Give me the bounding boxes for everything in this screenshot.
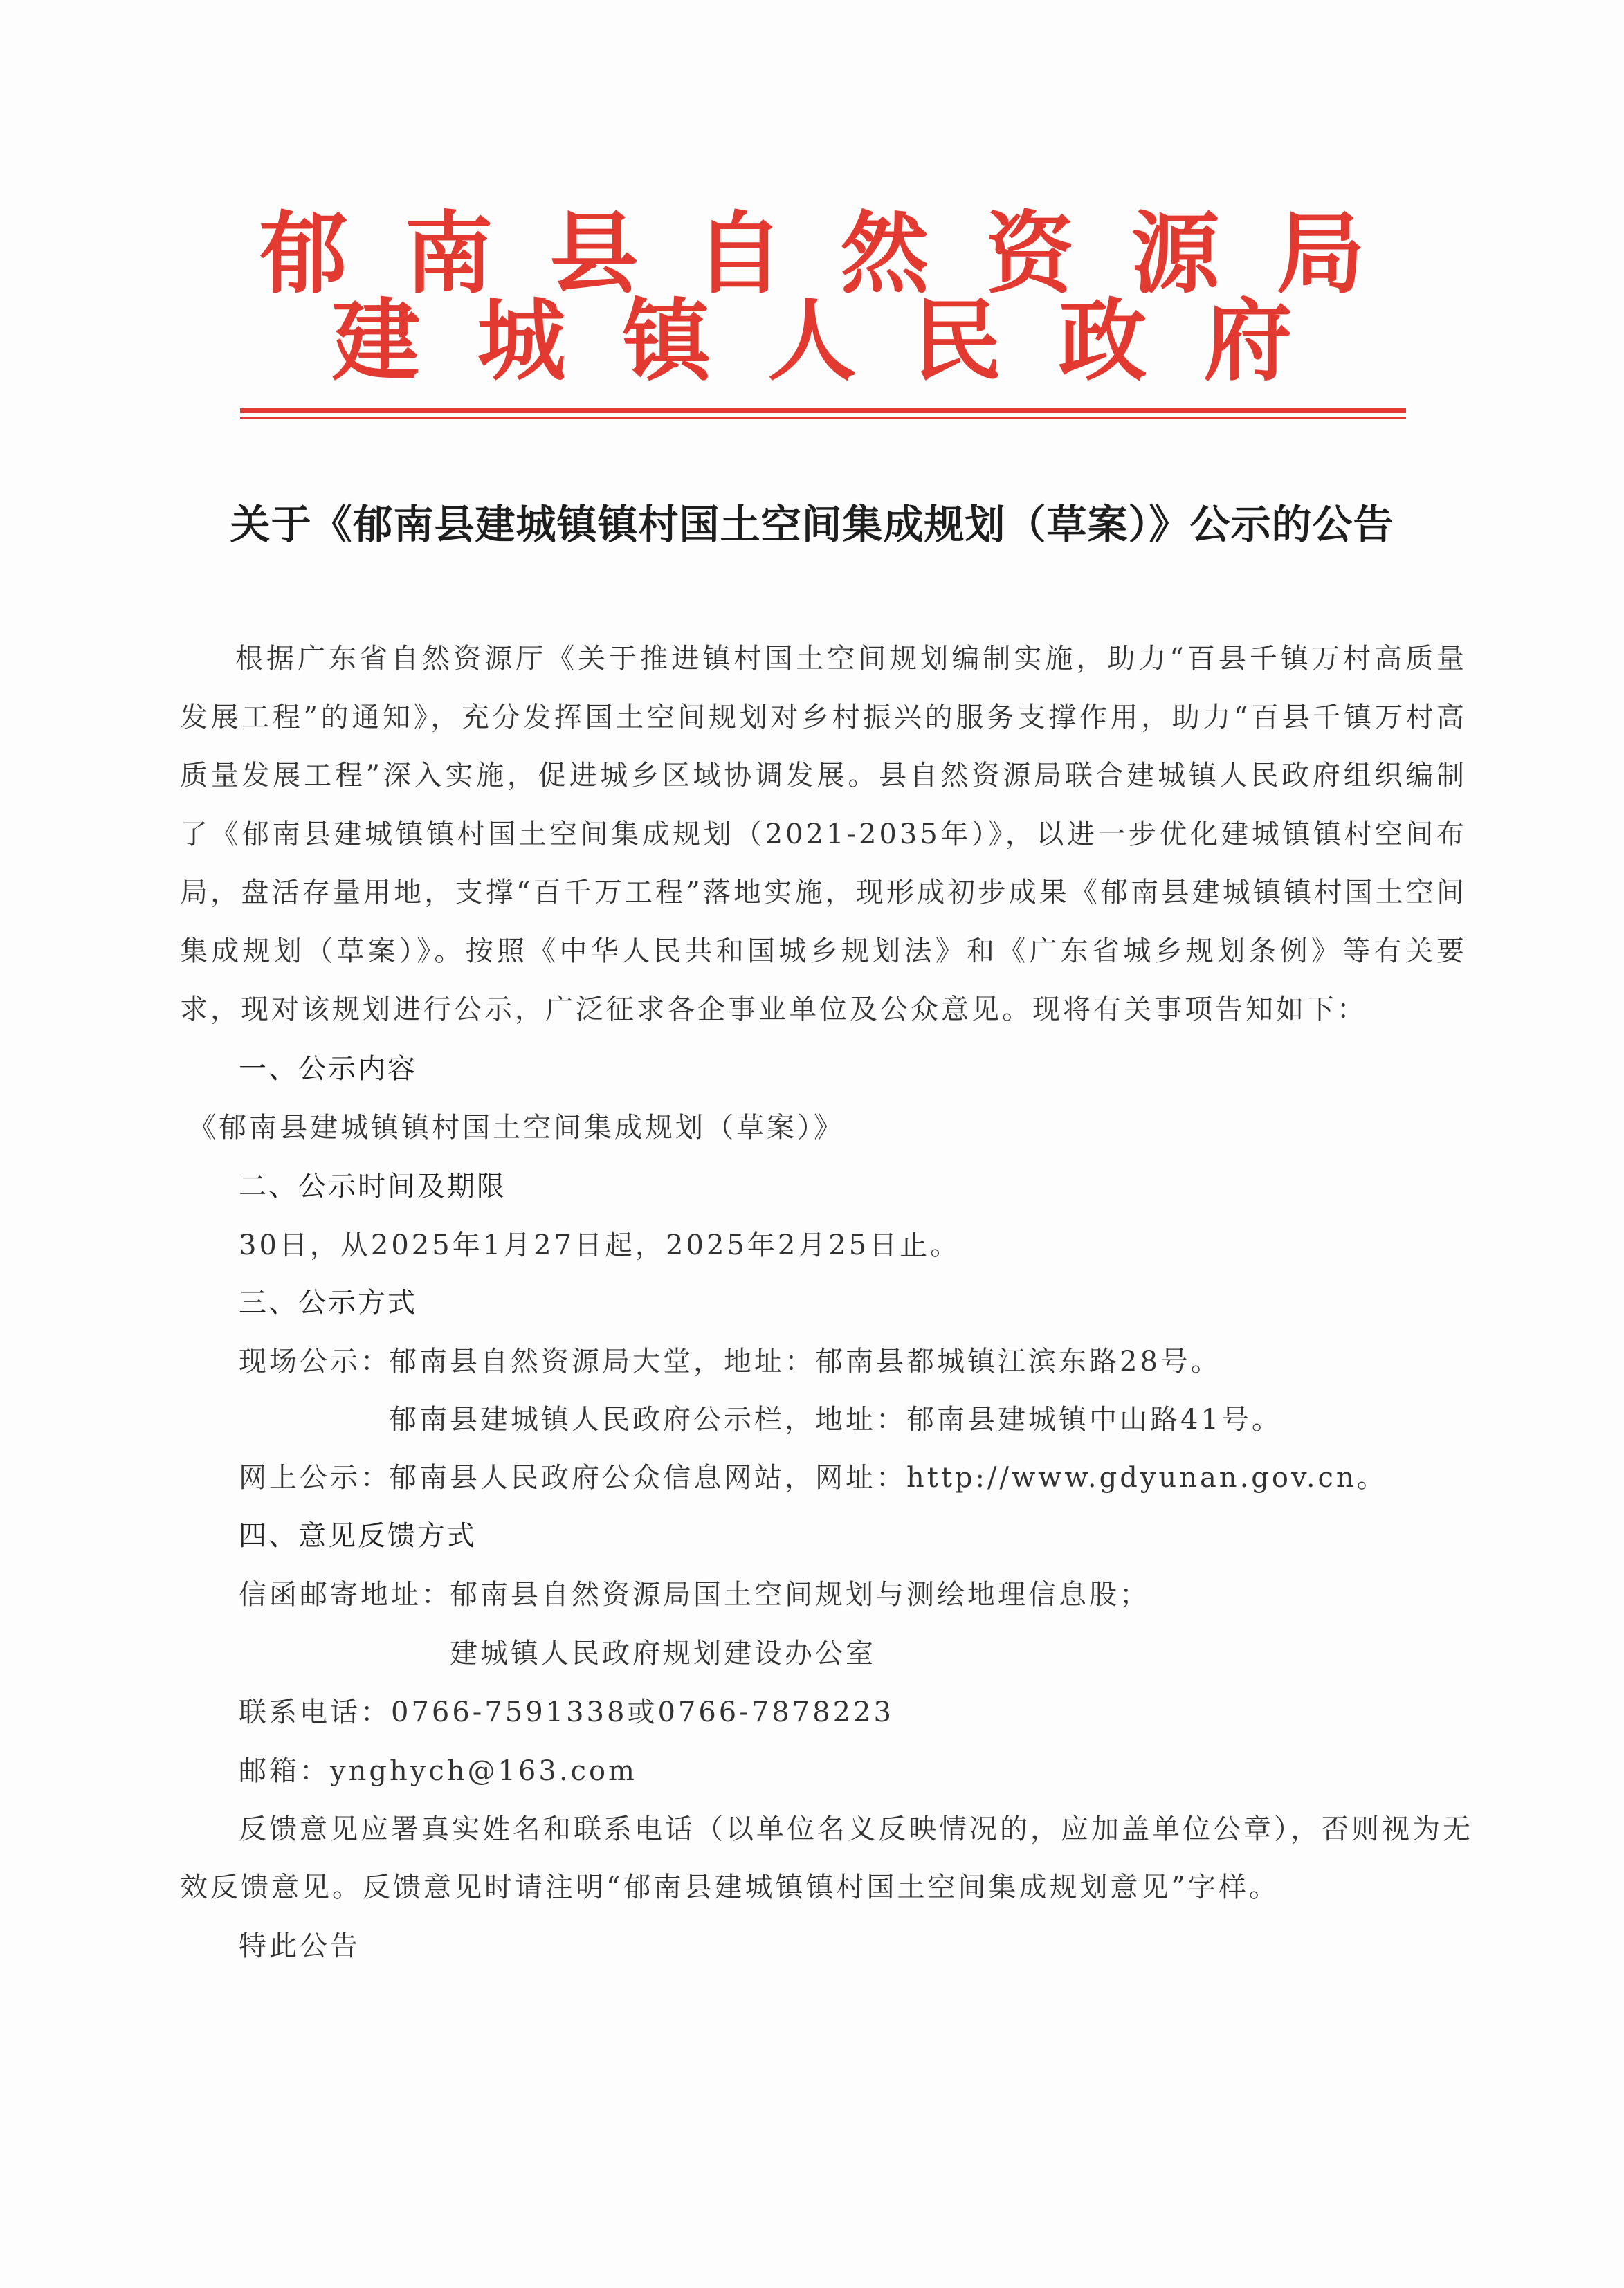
section-2-content: 30日，从2025年1月27日起，2025年2月25日止。 [239, 1229, 961, 1261]
letterhead-line-1: 郁南县自然资源局 [259, 202, 1422, 306]
intro-paragraph: 根据广东省自然资源厅《关于推进镇村国土空间规划编制实施，助力“百县千镇万村高质量发展工程”的通知》，充分发挥国土空间规划对乡村振兴的服务支撑作用，助力“百县千镇万村高质量发展工程”深入实施，促进城乡区域协调发展。县自然资源局联合建城镇人民政府组织编制了《郁南县建城镇镇村国土空间集成规划（2021-2035年）》，以进一步优化建城镇镇村空间布局，盘活存量用地，支撑“百千万工程”落地实施，现形成初步成果《郁南县建城镇镇村国土空间集成规划（草案）》。按照《中华人民共和国城乡规划法》和《广东省城乡规划条例》等有关要求，现对该规划进行公示，广泛征求各企事业单位及公众意见。现将有关事项告知如下： [180, 643, 1467, 1025]
mail-label: 信函邮寄地址： [239, 1579, 452, 1611]
contact-phone: 联系电话：0766-7591338或0766-7878223 [239, 1696, 894, 1728]
document-title: 关于《郁南县建城镇镇村国土空间集成规划（草案）》公示的公告 [230, 501, 1394, 548]
contact-email: 邮箱：ynghych@163.com [239, 1755, 637, 1787]
online-website: 郁南县人民政府公众信息网站，网址：http://www.gdyunan.gov.cn。 [389, 1462, 1387, 1494]
closing-text: 特此公告 [239, 1930, 361, 1962]
onsite-location-2: 郁南县建城镇人民政府公示栏，地址：郁南县建城镇中山路41号。 [389, 1404, 1282, 1436]
mail-address-2: 建城镇人民政府规划建设办公室 [450, 1638, 876, 1669]
mail-address-1: 郁南县自然资源局国土空间规划与测绘地理信息股； [450, 1579, 1150, 1611]
section-1-heading: 一、公示内容 [239, 1053, 417, 1085]
letterhead-red-rule-thin [240, 417, 1406, 419]
letterhead-line-2: 建城镇人民政府 [331, 289, 1349, 393]
section-1-content: 《郁南县建城镇镇村国土空间集成规划（草案）》 [188, 1112, 844, 1144]
feedback-note-line-1: 反馈意见应署真实姓名和联系电话（以单位名义反映情况的，应加盖单位公章），否则视为无 [239, 1813, 1473, 1845]
section-3-heading: 三、公示方式 [239, 1287, 417, 1319]
online-label: 网上公示： [239, 1462, 391, 1494]
onsite-location-1: 郁南县自然资源局大堂，地址：郁南县都城镇江滨东路28号。 [389, 1346, 1221, 1378]
section-2-heading: 二、公示时间及期限 [239, 1171, 507, 1202]
letterhead-red-rule [240, 408, 1406, 413]
intro-block [180, 630, 1467, 1039]
section-4-heading: 四、意见反馈方式 [239, 1520, 477, 1552]
feedback-note-line-2: 效反馈意见。反馈意见时请注明“郁南县建城镇镇村国土空间集成规划意见”字样。 [180, 1871, 1279, 1903]
onsite-label: 现场公示： [239, 1346, 391, 1378]
